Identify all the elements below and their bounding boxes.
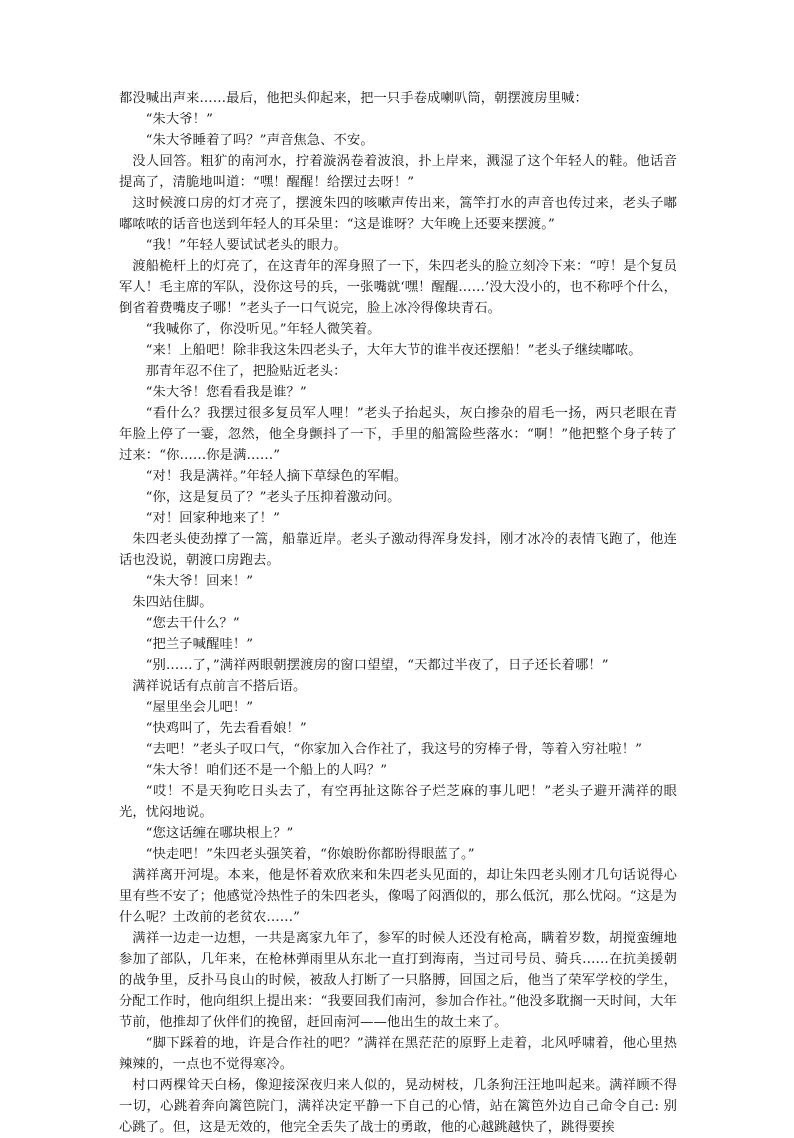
paragraph: “您去干什么？”	[145, 616, 240, 631]
paragraph: 那青年忍不住了，把脸贴近老头：	[145, 364, 347, 379]
paragraph: 这时候渡口房的灯才亮了，摆渡朱四的咳嗽声传出来，篙竿打水的声音也传过来，老头子嘟嘟哝哝的话音也送到年轻人的耳朵里：“这是谁呀？大年晚上还要来摆渡。”	[119, 196, 677, 232]
paragraph: “您这话缠在哪块根上？”	[145, 826, 294, 841]
paragraph: “我！”年轻人要试试老头的眼力。	[145, 238, 347, 253]
paragraph: “对！我是满祥。”年轻人摘下草绿色的军帽。	[145, 469, 408, 484]
paragraph: “我喊你了，你没听见。”年轻人微笑着。	[145, 322, 381, 337]
paragraph: “朱大爷！”	[145, 112, 213, 127]
paragraph: “快走吧！”朱四老头强笑着，“你娘盼你都盼得眼蓝了。”	[145, 847, 475, 862]
paragraph: “来！上船吧！除非我这朱四老头子，大年大节的谁半夜还摆船！”老头子继续嘟哝。	[145, 343, 642, 358]
paragraph: “看什么？我摆过很多复员军人哩！”老头子抬起头，灰白掺杂的眉毛一扬，两只老眼在青年脸上停了一霎，忽然，他全身颤抖了一下，手里的船篙险些落水：“啊！”他把整个身子转了过来：“你……你是满……”	[119, 406, 677, 463]
paragraph: “把兰子喊醒哇！”	[145, 637, 254, 652]
paragraph: 都没喊出声来……最后，他把头仰起来，把一只手卷成喇叭筒，朝摆渡房里喊：	[119, 91, 588, 106]
paragraph: “朱大爷！您看看我是谁？”	[145, 385, 307, 400]
paragraph: 渡船桅杆上的灯亮了，在这青年的浑身照了一下，朱四老头的脸立刻冷下来：“哼！是个复员军人！毛主席的军队，没你这号的兵，一张嘴就‘嘿！醒醒……’没大没小的，也不称呼个什么，倒省着费嘴皮子哪！”老头子一口气说完，脸上冰冷得像块青石。	[119, 259, 677, 316]
paragraph: 村口两棵耸天白杨，像迎接深夜归来人似的，晃动树枝，几条狗汪汪地叫起来。满祥顾不得一切，心跳着奔向篱笆院门，满祥决定平静一下自己的心情，站在篱笆外边自己命令自己: 别心跳了。但，这是无效的，他完全丢失了战士的勇敢，他的心越跳越快了，跳得要挨	[119, 1078, 677, 1135]
paragraph: 朱四老头使劲撑了一篙，船靠近岸。老头子激动得浑身发抖，刚才冰冷的表情飞跑了，他连话也没说，朝渡口房跑去。	[119, 532, 677, 568]
paragraph: “别……了，”满祥两眼朝摆渡房的窗口望望，“天都过半夜了，日子还长着哪！”	[145, 658, 609, 673]
paragraph: 满祥离开河堤。本来，他是怀着欢欣来和朱四老头见面的，却让朱四老头刚才几句话说得心里有些不安了；他感觉冷热性子的朱四老头，像喝了闷酒似的，那么低沉，那么忧闷。“这是为什么呢？土改前的老贫农……”	[119, 868, 677, 925]
paragraph: “去吧！”老头子叹口气，“你家加入合作社了，我这号的穷棒子骨，等着入穷社啦！”	[145, 742, 643, 757]
paragraph: 朱四站住脚。	[132, 595, 213, 610]
paragraph: “屋里坐会儿吧！”	[145, 700, 254, 715]
paragraph: “朱大爷！咱们还不是一个船上的人吗？”	[145, 763, 388, 778]
paragraph: “你，这是复员了？”老头子压抑着激动问。	[145, 490, 401, 505]
paragraph: “快鸡叫了，先去看看娘！”	[145, 721, 307, 736]
paragraph: “朱大爷睡着了吗？”声音焦急、不安。	[145, 133, 374, 148]
document-page	[119, 88, 677, 1138]
paragraph: “脚下踩着的地，许是合作社的吧？”满祥在黑茫茫的原野上走着，北风呼啸着，他心里热辣辣的，一点也不觉得寒冷。	[119, 1036, 677, 1072]
paragraph: 没人回答。粗犷的南河水，拧着漩涡卷着波浪，扑上岸来，溅湿了这个年轻人的鞋。他话音提高了，清脆地叫道：“嘿！醒醒！给摆过去呀！”	[119, 154, 677, 190]
paragraph: 满祥一边走一边想，一共是离家九年了，参军的时候人还没有枪高，瞒着岁数，胡搅蛮缠地参加了部队，几年来，在枪林弹雨里从东北一直打到海南，当过司号员、骑兵……在抗美援朝的战争里，反扑马良山的时候，被敌人打断了一只胳膊，回国之后，他当了荣军学校的学生，分配工作时，他向组织上提出来：“我要回我们南河，参加合作社。”他没多耽搁一天时间，大年节前，他推却了伙伴们的挽留，赶回南河——他出生的故土来了。	[119, 931, 677, 1030]
paragraph: 满祥说话有点前言不搭后语。	[132, 679, 307, 694]
paragraph: “对！回家种地来了！”	[145, 511, 280, 526]
paragraph: “哎！不是天狗吃日头去了，有空再扯这陈谷子烂芝麻的事儿吧！”老头子避开满祥的眼光，忧闷地说。	[119, 784, 677, 820]
paragraph: “朱大爷！回来！”	[145, 574, 254, 589]
